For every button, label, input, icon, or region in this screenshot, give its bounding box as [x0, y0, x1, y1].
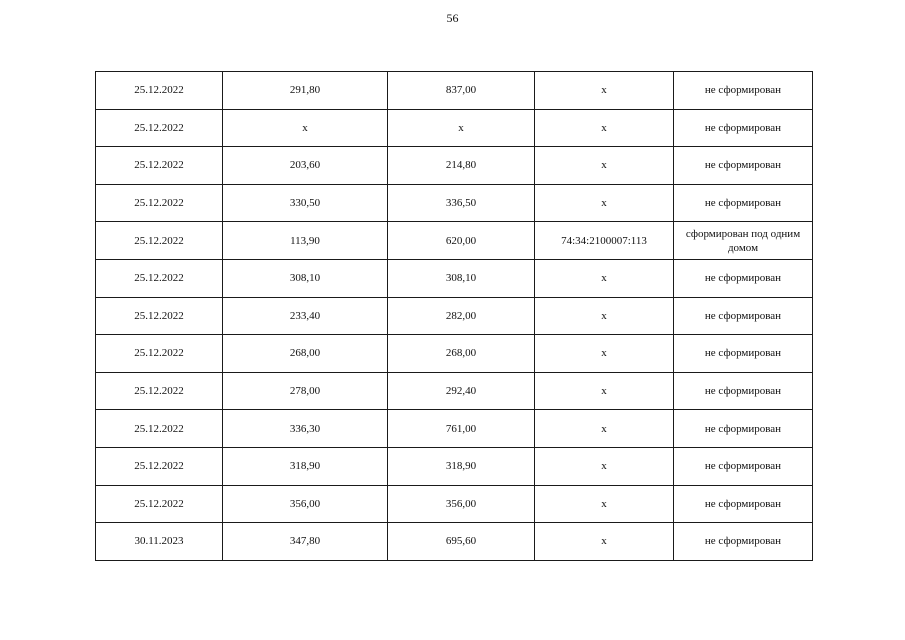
status-cell: не сформирован [674, 335, 813, 373]
cadastral-number-cell: x [535, 184, 674, 222]
date-cell: 25.12.2022 [96, 335, 223, 373]
cadastral-number-cell: x [535, 372, 674, 410]
area-cell: 318,90 [223, 447, 388, 485]
cadastral-number-cell: x [535, 523, 674, 561]
cadastral-number-cell: 74:34:2100007:113 [535, 222, 674, 260]
status-cell: не сформирован [674, 410, 813, 448]
date-cell: 25.12.2022 [96, 485, 223, 523]
date-cell: 25.12.2022 [96, 147, 223, 185]
area-total-cell: 308,10 [388, 259, 535, 297]
status-cell: не сформирован [674, 297, 813, 335]
table-row [96, 259, 813, 297]
status-cell: не сформирован [674, 109, 813, 147]
table-row [96, 372, 813, 410]
area-cell: 330,50 [223, 184, 388, 222]
cadastral-number-cell: x [535, 147, 674, 185]
area-total-cell: 356,00 [388, 485, 535, 523]
status-cell: не сформирован [674, 184, 813, 222]
area-cell: 268,00 [223, 335, 388, 373]
cadastral-number-cell: x [535, 447, 674, 485]
area-total-cell: 318,90 [388, 447, 535, 485]
date-cell: 25.12.2022 [96, 297, 223, 335]
area-cell: 336,30 [223, 410, 388, 448]
table-row [96, 222, 813, 260]
area-total-cell: 336,50 [388, 184, 535, 222]
area-cell: 203,60 [223, 147, 388, 185]
cadastral-number-cell: x [535, 410, 674, 448]
status-cell: не сформирован [674, 259, 813, 297]
table-row [96, 410, 813, 448]
table-row [96, 297, 813, 335]
area-total-cell: 282,00 [388, 297, 535, 335]
date-cell: 25.12.2022 [96, 109, 223, 147]
date-cell: 25.12.2022 [96, 72, 223, 110]
cadastral-number-cell: x [535, 109, 674, 147]
table-row [96, 147, 813, 185]
date-cell: 25.12.2022 [96, 410, 223, 448]
cadastral-number-cell: x [535, 335, 674, 373]
status-cell: не сформирован [674, 447, 813, 485]
date-cell: 25.12.2022 [96, 259, 223, 297]
area-total-cell: 620,00 [388, 222, 535, 260]
cadastral-number-cell: x [535, 297, 674, 335]
area-total-cell: 292,40 [388, 372, 535, 410]
page-number: 56 [446, 11, 459, 25]
date-cell: 25.12.2022 [96, 184, 223, 222]
area-cell: 278,00 [223, 372, 388, 410]
table-row [96, 485, 813, 523]
area-total-cell: 695,60 [388, 523, 535, 561]
date-cell: 25.12.2022 [96, 372, 223, 410]
status-cell: не сформирован [674, 523, 813, 561]
area-total-cell: 837,00 [388, 72, 535, 110]
date-cell: 30.11.2023 [96, 523, 223, 561]
area-cell: 356,00 [223, 485, 388, 523]
table-row [96, 447, 813, 485]
area-total-cell: x [388, 109, 535, 147]
status-cell: не сформирован [674, 72, 813, 110]
area-cell: 308,10 [223, 259, 388, 297]
date-cell: 25.12.2022 [96, 447, 223, 485]
cadastral-number-cell: x [535, 259, 674, 297]
data-table [95, 71, 813, 561]
area-cell: 291,80 [223, 72, 388, 110]
area-cell: x [223, 109, 388, 147]
area-total-cell: 214,80 [388, 147, 535, 185]
table-row [96, 335, 813, 373]
cadastral-number-cell: x [535, 72, 674, 110]
area-cell: 113,90 [223, 222, 388, 260]
area-cell: 347,80 [223, 523, 388, 561]
table-row [96, 72, 813, 110]
area-total-cell: 268,00 [388, 335, 535, 373]
cadastral-number-cell: x [535, 485, 674, 523]
status-cell: сформирован под одним домом [674, 222, 813, 260]
date-cell: 25.12.2022 [96, 222, 223, 260]
table-row [96, 109, 813, 147]
status-cell: не сформирован [674, 147, 813, 185]
status-cell: не сформирован [674, 485, 813, 523]
table-row [96, 523, 813, 561]
area-total-cell: 761,00 [388, 410, 535, 448]
area-cell: 233,40 [223, 297, 388, 335]
status-cell: не сформирован [674, 372, 813, 410]
table-row [96, 184, 813, 222]
